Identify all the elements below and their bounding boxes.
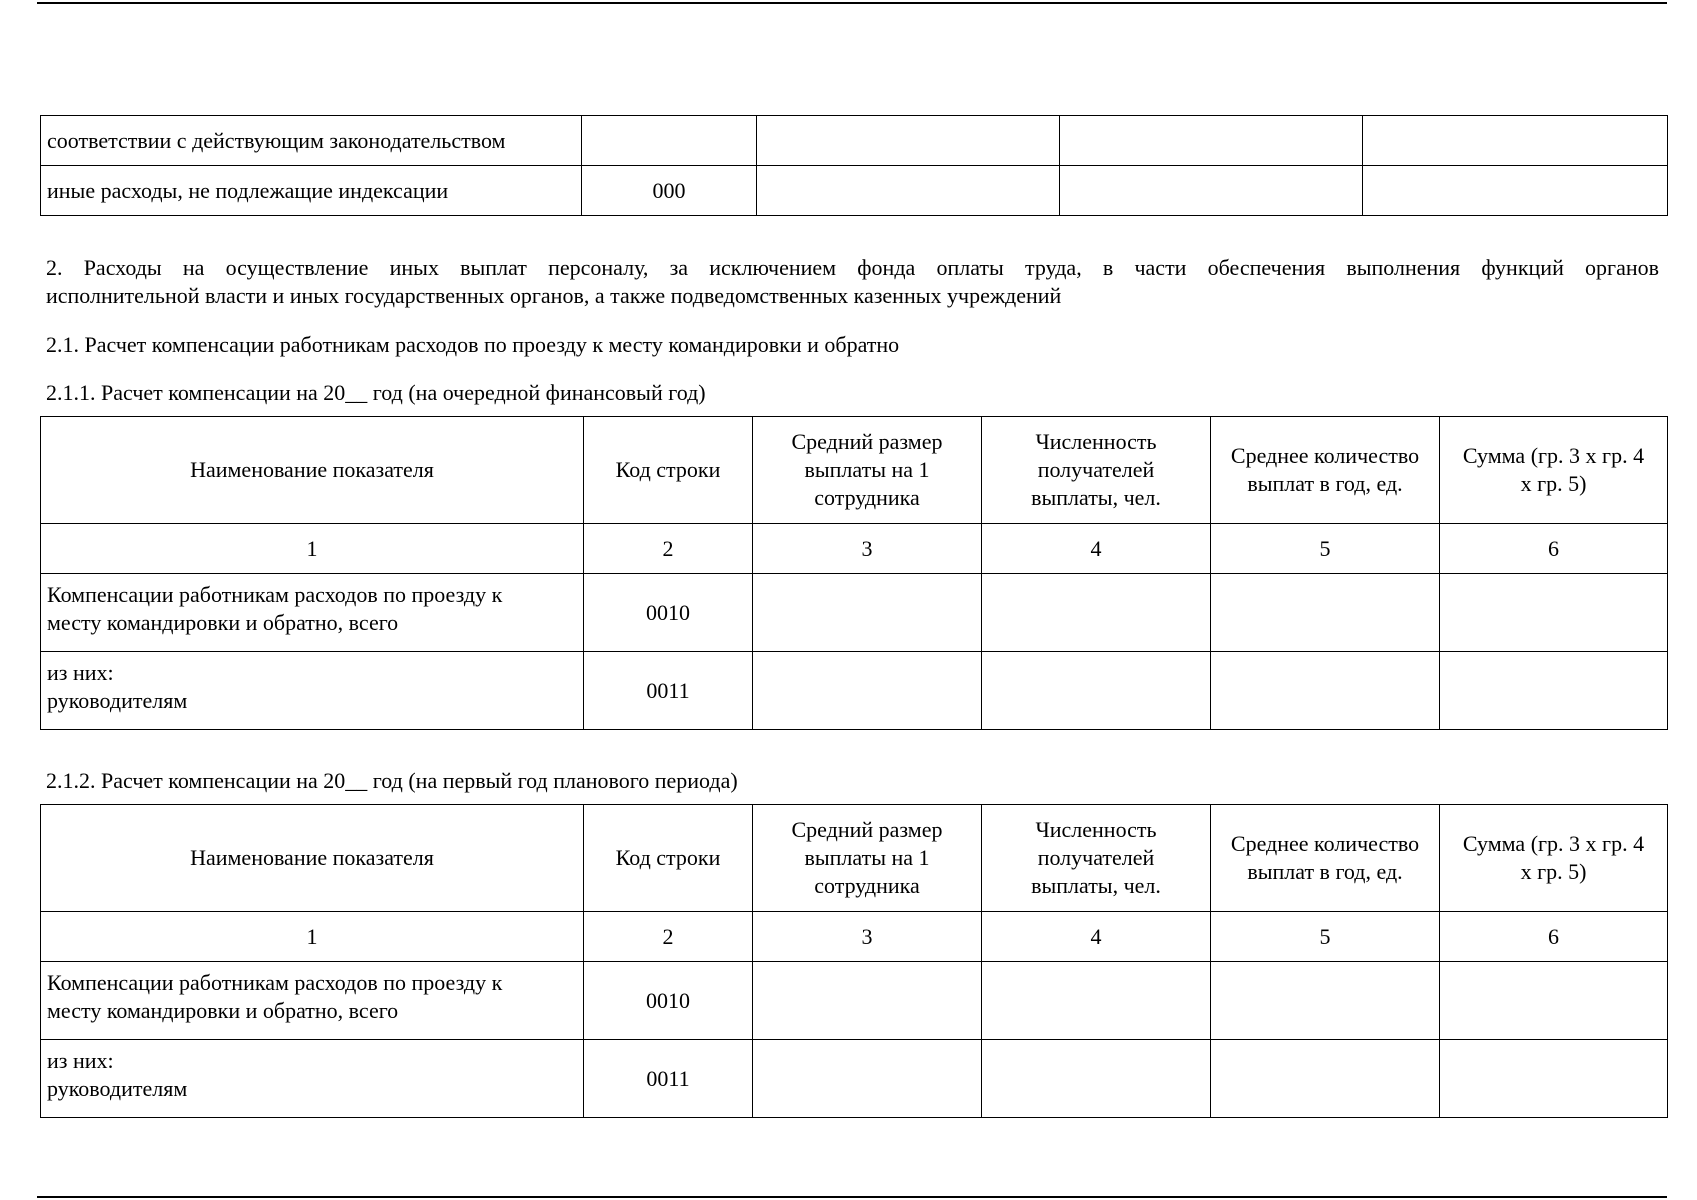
column-number: 4 — [982, 912, 1211, 962]
header-avg-payment: Средний размер выплаты на 1 сотрудника — [753, 417, 982, 524]
row-code-cell: 0011 — [584, 1040, 753, 1118]
column-number: 5 — [1211, 912, 1440, 962]
value-cell[interactable] — [982, 1040, 1211, 1118]
table-row — [41, 574, 1668, 652]
row-code-cell — [582, 116, 757, 166]
header-name: Наименование показателя — [41, 805, 584, 912]
header-payments-per-year: Среднее количество выплат в год, ед. — [1211, 805, 1440, 912]
value-cell[interactable] — [1440, 1040, 1668, 1118]
header-row — [41, 417, 1668, 524]
section-2-line-2: исполнительной власти и иных государственных органов, а также подведомственных казенных учреждений — [46, 283, 1062, 308]
value-cell[interactable] — [1363, 166, 1668, 216]
section-2-paragraph — [46, 254, 1659, 310]
table-row — [41, 166, 1668, 216]
row-name-cell: Компенсации работникам расходов по проезду к месту командировки и обратно, всего — [41, 962, 584, 1040]
value-cell[interactable] — [1060, 116, 1363, 166]
top-rule — [37, 2, 1667, 4]
table-row — [41, 962, 1668, 1040]
column-number: 3 — [753, 912, 982, 962]
row-name-cell: из них: руководителям — [41, 652, 584, 730]
compensation-table-2 — [40, 804, 1668, 1118]
value-cell[interactable] — [982, 652, 1211, 730]
column-number: 2 — [584, 524, 753, 574]
compensation-table-1 — [40, 416, 1668, 730]
value-cell[interactable] — [1211, 652, 1440, 730]
table-row — [41, 652, 1668, 730]
column-number: 5 — [1211, 524, 1440, 574]
row-code-cell: 0011 — [584, 652, 753, 730]
header-payments-per-year: Среднее количество выплат в год, ед. — [1211, 417, 1440, 524]
value-cell[interactable] — [753, 574, 982, 652]
bottom-rule — [37, 1196, 1667, 1198]
row-name-cell: из них: руководителям — [41, 1040, 584, 1118]
header-name: Наименование показателя — [41, 417, 584, 524]
header-avg-payment: Средний размер выплаты на 1 сотрудника — [753, 805, 982, 912]
column-number-row — [41, 524, 1668, 574]
value-cell[interactable] — [1211, 1040, 1440, 1118]
header-code: Код строки — [584, 805, 753, 912]
row-name-cell: иные расходы, не подлежащие индексации — [41, 166, 582, 216]
header-recipients: Численность получателей выплаты, чел. — [982, 417, 1211, 524]
table-1-caption: 2.1.1. Расчет компенсации на 20__ год (на очередной финансовый год) — [46, 380, 706, 405]
table-row — [41, 116, 1668, 166]
value-cell[interactable] — [753, 962, 982, 1040]
column-number: 4 — [982, 524, 1211, 574]
table-row — [41, 1040, 1668, 1118]
section-2-1-heading: 2.1. Расчет компенсации работникам расходов по проезду к месту командировки и обратно — [46, 332, 900, 357]
column-number: 3 — [753, 524, 982, 574]
row-code-cell: 0010 — [584, 962, 753, 1040]
header-sum: Сумма (гр. 3 x гр. 4 x гр. 5) — [1440, 417, 1668, 524]
column-number: 1 — [41, 524, 584, 574]
header-recipients: Численность получателей выплаты, чел. — [982, 805, 1211, 912]
value-cell[interactable] — [1211, 574, 1440, 652]
value-cell[interactable] — [753, 652, 982, 730]
value-cell[interactable] — [1211, 962, 1440, 1040]
value-cell[interactable] — [1440, 652, 1668, 730]
top-table — [40, 115, 1668, 216]
header-row — [41, 805, 1668, 912]
value-cell[interactable] — [982, 962, 1211, 1040]
column-number: 6 — [1440, 912, 1668, 962]
value-cell[interactable] — [757, 116, 1060, 166]
section-2-line-1: 2. Расходы на осуществление иных выплат персоналу, за исключением фонда оплаты труда, в части обеспечения выполнения функций органов — [46, 255, 1659, 280]
header-code: Код строки — [584, 417, 753, 524]
value-cell[interactable] — [1440, 574, 1668, 652]
column-number: 1 — [41, 912, 584, 962]
column-number: 2 — [584, 912, 753, 962]
value-cell[interactable] — [1363, 116, 1668, 166]
value-cell[interactable] — [1060, 166, 1363, 216]
row-name-cell: Компенсации работникам расходов по проезду к месту командировки и обратно, всего — [41, 574, 584, 652]
value-cell[interactable] — [1440, 962, 1668, 1040]
row-code-cell: 000 — [582, 166, 757, 216]
value-cell[interactable] — [753, 1040, 982, 1118]
column-number: 6 — [1440, 524, 1668, 574]
header-sum: Сумма (гр. 3 x гр. 4 x гр. 5) — [1440, 805, 1668, 912]
table-2-caption: 2.1.2. Расчет компенсации на 20__ год (на первый год планового периода) — [46, 768, 738, 793]
value-cell[interactable] — [982, 574, 1211, 652]
column-number-row — [41, 912, 1668, 962]
row-code-cell: 0010 — [584, 574, 753, 652]
row-name-cell: соответствии с действующим законодательством — [41, 116, 582, 166]
value-cell[interactable] — [757, 166, 1060, 216]
